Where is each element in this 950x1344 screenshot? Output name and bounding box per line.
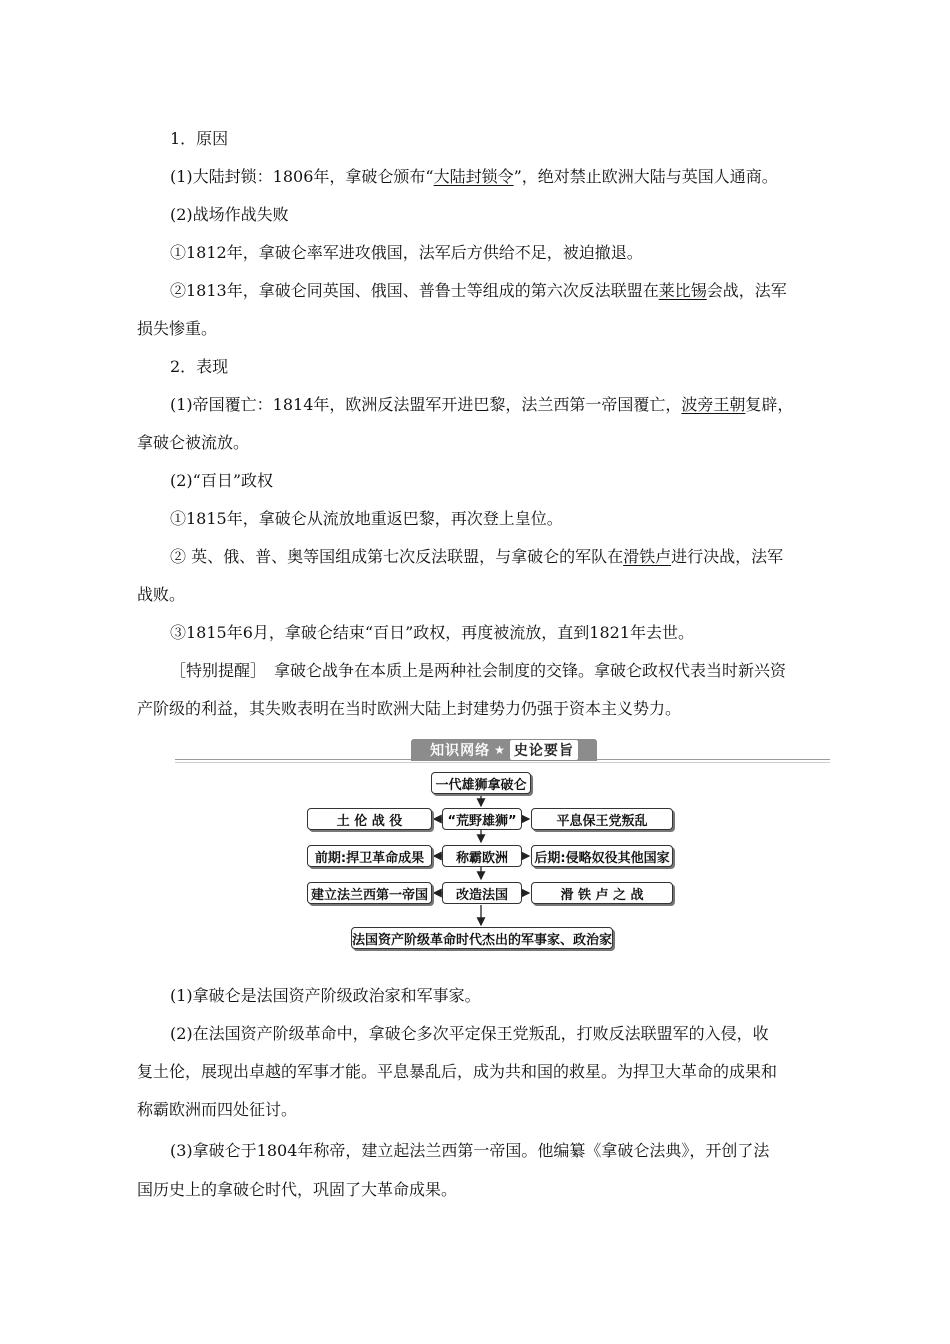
summary-3-line1: (3)拿破仑于1804年称帝，建立起法兰西第一帝国。他编纂《拿破仑法典》，开创了法 [170,1141,770,1160]
summary-3-line2: 国历史上的拿破仑时代，巩固了大革命成果。 [137,1180,458,1199]
heading-manifestation: 2．表现 [170,357,229,376]
diagram-node-top: 一代雄狮拿破仑 [431,772,531,794]
paragraph-leipzig-1813-cont: 损失惨重。 [137,319,218,338]
diagram-node-royalist-revolt: 平息保王党叛乱 [531,808,673,830]
paragraph-leipzig-1813: ②1813年，拿破仑同英国、俄国、普鲁士等组成的第六次反法联盟在莱比锡会战，法军 [170,281,787,300]
special-reminder-line2: 产阶级的利益，其失败表明在当时欧洲大陆上封建势力仍强于资本主义势力。 [137,699,682,718]
summary-2-line3: 称霸欧洲而四处征讨。 [137,1100,298,1119]
paragraph-waterloo: ② 英、俄、普、奥等国组成第七次反法联盟，与拿破仑的军队在滑铁卢进行决战，法军 [170,547,784,566]
diagram-node-wild-lion: “荒野雄狮” [442,808,522,830]
heading-causes: 1．原因 [170,129,229,148]
paragraph-russia-1812: ①1812年，拿破仑率军进攻俄国，法军后方供给不足，被迫撤退。 [170,243,643,262]
summary-2-line1: (2)在法国资产阶级革命中，拿破仑多次平定保王党叛乱，打败反法联盟军的入侵，收 [170,1024,769,1043]
paragraph-empire-fall-cont: 拿破仑被流放。 [137,433,250,452]
banner-right-label: 史论要旨 [510,740,578,760]
star-icon: ★ [494,743,506,757]
paragraph-exile-death: ③1815年6月，拿破仑结束“百日”政权，再度被流放，直到1821年去世。 [170,623,694,642]
diagram-node-dominate-europe: 称霸欧洲 [442,845,522,867]
banner-left-label: 知识网络 [430,743,491,759]
paragraph-battle-failure: (2)战场作战失败 [170,205,289,224]
special-reminder-line1: ［特别提醒］ 拿破仑战争在本质上是两种社会制度的交锋。拿破仑政权代表当时新兴资 [170,661,787,680]
term-waterloo: 滑铁卢 [623,547,672,566]
term-continental-blockade: 大陆封锁令 [433,167,514,186]
diagram-node-toulon: 土 伦 战 役 [307,808,432,830]
paragraph-hundred-days: (2)“百日”政权 [170,471,274,490]
diagram-node-first-empire: 建立法兰西第一帝国 [307,882,432,904]
diagram-node-late-period: 后期:侵略奴役其他国家 [531,845,673,867]
summary-2-line2: 复土伦，展现出卓越的军事才能。平息暴乱后，成为共和国的救星。为捍卫大革命的成果和 [137,1062,778,1081]
paragraph-continental-blockade: (1)大陆封锁：1806年，拿破仑颁布“大陆封锁令”，绝对禁止欧洲大陆与英国人通商。 [170,167,778,186]
paragraph-empire-fall: (1)帝国覆亡：1814年，欧洲反法盟军开进巴黎，法兰西第一帝国覆亡，波旁王朝复辟， [170,395,794,414]
diagram-node-conclusion: 法国资产阶级革命时代杰出的军事家、政治家 [351,927,613,949]
diagram-node-early-period: 前期:捍卫革命成果 [307,845,432,867]
paragraph-return-1815: ①1815年，拿破仑从流放地重返巴黎，再次登上皇位。 [170,509,563,528]
term-bourbon: 波旁王朝 [681,395,746,414]
term-leipzig: 莱比锡 [658,281,707,300]
summary-1: (1)拿破仑是法国资产阶级政治家和军事家。 [170,986,481,1005]
paragraph-waterloo-cont: 战败。 [137,585,186,604]
diagram-node-reform-france: 改造法国 [442,882,522,904]
diagram-node-waterloo: 滑 铁 卢 之 战 [531,882,673,904]
